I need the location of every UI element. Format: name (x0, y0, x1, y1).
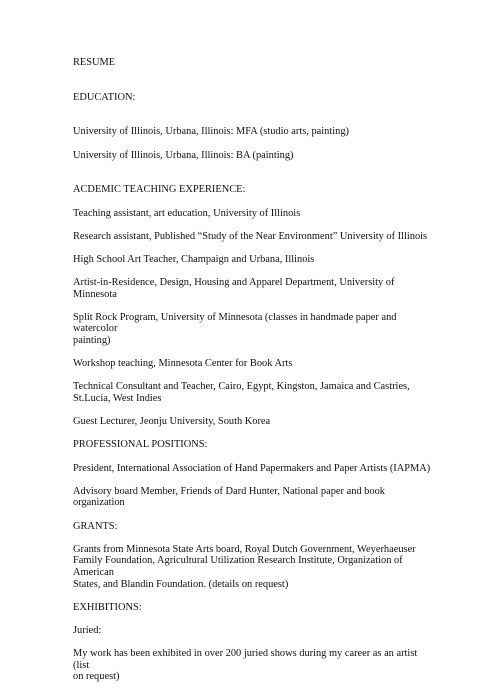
education-entry-ba: University of Illinois, Urbana, Illinois: BA (painting) (73, 149, 294, 161)
positions-heading: PROFESSIONAL POSITIONS: (73, 439, 208, 451)
teaching-item: Technical Consultant and Teacher, Cairo, Egypt, Kingston, Jamaica and Castries, St.Lucia, West Indies (73, 381, 410, 405)
grants-text: Grants from Minnesota State Arts board, Royal Dutch Government, Weyerhaeuser Family Foundation, Agricultural Utilization Research Institute, Organization of American States, and Blandin Foundation. (details on request) (73, 543, 416, 590)
teaching-item: High School Art Teacher, Champaign and Urbana, Illinois (73, 253, 315, 265)
exhibitions-text: My work has been exhibited in over 200 juried shows during my career as an artist (list on request) (73, 648, 418, 683)
education-heading: EDUCATION: (73, 91, 136, 103)
teaching-item: Teaching assistant, art education, University of Illinois (73, 207, 301, 219)
teaching-item: Artist-in-Residence, Design, Housing and Apparel Department, University of Minnesota (73, 277, 395, 300)
teaching-item: Workshop teaching, Minnesota Center for Book Arts (73, 358, 293, 370)
resume-page (73, 57, 433, 694)
education-entries (73, 115, 433, 173)
exhibitions-heading: EXHIBITIONS: (73, 601, 142, 613)
teaching-item: Research assistant, Published “Study of the Near Environment” University of Illinois (73, 230, 428, 242)
grants-heading: GRANTS: (73, 520, 118, 532)
teaching-heading: ACDEMIC TEACHING EXPERIENCE: (73, 184, 246, 196)
resume-title: RESUME (73, 57, 116, 68)
education-entry-mfa: University of Illinois, Urbana, Illinois: MFA (studio arts, painting) (73, 126, 349, 138)
position-item: Advisory board Member, Friends of Dard Hunter, National paper and book organization (73, 485, 385, 509)
exhibitions-subheading: Juried: (73, 624, 102, 636)
teaching-item: Guest Lecturer, Jeonju University, South Korea (73, 416, 271, 428)
teaching-item: Split Rock Program, University of Minnesota (classes in handmade paper and watercolor painting) (73, 311, 397, 347)
position-item: President, International Association of Hand Papermakers and Paper Artists (IAPMA) (73, 462, 431, 474)
